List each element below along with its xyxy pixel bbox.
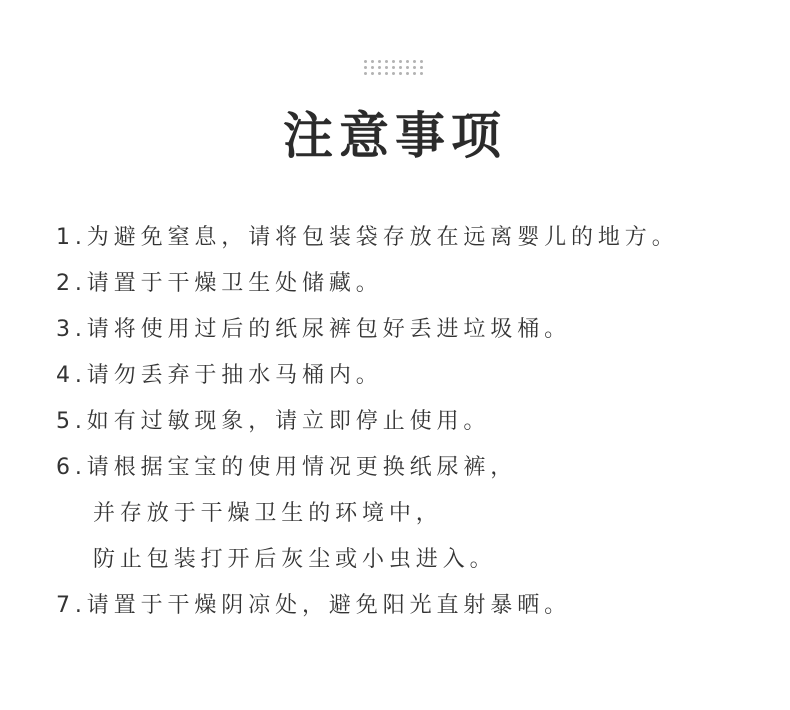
note-line-6-continued-a: 并存放于干燥卫生的环境中， [93, 501, 443, 526]
dot [420, 66, 423, 69]
dot [378, 72, 381, 75]
note-line-4: 4.请勿丢弃于抽水马桶内。 [56, 363, 383, 388]
dot [420, 60, 423, 63]
dot [413, 72, 416, 75]
dot [399, 60, 402, 63]
dot [371, 60, 374, 63]
dot [406, 66, 409, 69]
dot [385, 66, 388, 69]
dot [371, 66, 374, 69]
dot [420, 72, 423, 75]
dot [385, 72, 388, 75]
dot [399, 72, 402, 75]
page-title: 注意事项 [283, 107, 507, 165]
dot [392, 72, 395, 75]
note-line-1: 1.为避免窒息，请将包装袋存放在远离婴儿的地方。 [56, 225, 679, 250]
dot [364, 60, 367, 63]
note-line-6-continued-b: 防止包装打开后灰尘或小虫进入。 [93, 547, 497, 572]
dot [413, 60, 416, 63]
dot [378, 60, 381, 63]
dot [392, 66, 395, 69]
note-line-6: 6.请根据宝宝的使用情况更换纸尿裤， [56, 455, 518, 480]
dot [385, 60, 388, 63]
dot [399, 66, 402, 69]
dot [364, 66, 367, 69]
notes-list [56, 222, 776, 636]
dot [364, 72, 367, 75]
note-line-7: 7.请置于干燥阴凉处，避免阳光直射暴晒。 [56, 593, 571, 618]
dot [406, 60, 409, 63]
note-line-3: 3.请将使用过后的纸尿裤包好丢进垃圾桶。 [56, 317, 571, 342]
dot [378, 66, 381, 69]
note-line-2: 2.请置于干燥卫生处储藏。 [56, 271, 383, 296]
dot [371, 72, 374, 75]
note-line-5: 5.如有过敏现象，请立即停止使用。 [56, 409, 491, 434]
decorative-dot-pattern [364, 60, 423, 75]
dot [392, 60, 395, 63]
dot [413, 66, 416, 69]
dot [406, 72, 409, 75]
